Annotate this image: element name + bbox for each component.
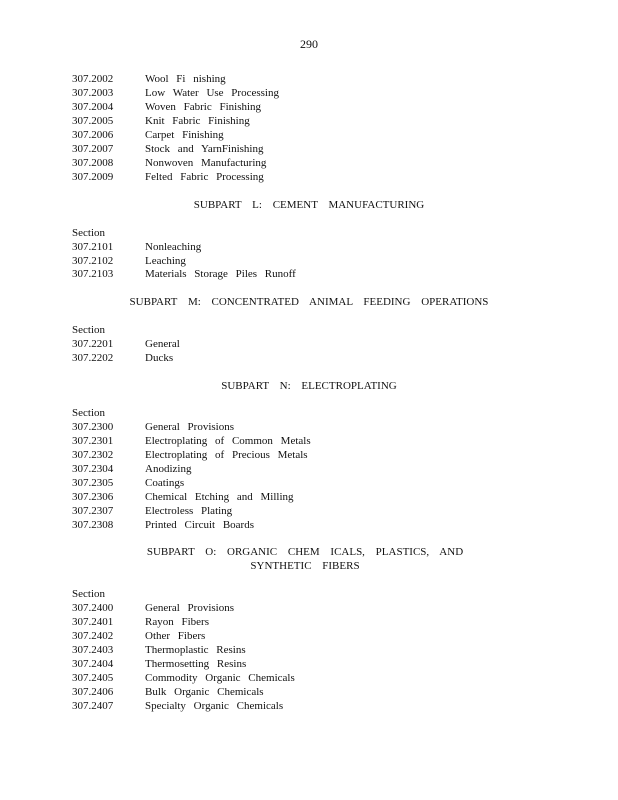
section-row — [72, 86, 279, 100]
section-title: Commodity Organic Chemicals — [145, 672, 295, 684]
section-number: 307.2405 — [72, 672, 114, 684]
section-title: Printed Circuit Boards — [145, 519, 254, 531]
section-row — [72, 504, 232, 518]
section-row — [72, 170, 264, 184]
section-row — [72, 518, 254, 532]
section-title: Materials Storage Piles Runoff — [145, 268, 296, 280]
section-row — [72, 615, 209, 629]
section-title: Electroplating of Precious Metals — [145, 449, 308, 461]
section-title: Wool Fi nishing — [145, 73, 226, 85]
section-title: Nonwoven Manufacturing — [145, 157, 267, 169]
section-title: Specialty Organic Chemicals — [145, 700, 284, 712]
section-row — [72, 643, 246, 657]
section-label: Section — [72, 227, 105, 239]
section-number: 307.2407 — [72, 700, 114, 712]
section-row — [72, 142, 264, 156]
section-number: 307.2005 — [72, 115, 114, 127]
section-title: Ducks — [145, 352, 174, 364]
section-number: 307.2008 — [72, 157, 114, 169]
section-number: 307.2201 — [72, 338, 114, 350]
section-title: Felted Fabric Processing — [145, 171, 264, 183]
section-number: 307.2202 — [72, 352, 114, 364]
section-title: Thermoplastic Resins — [145, 644, 246, 656]
section-row — [72, 490, 294, 504]
section-title: Coatings — [145, 477, 185, 489]
section-row — [72, 462, 191, 476]
section-title: Woven Fabric Finishing — [145, 101, 262, 113]
section-title: Other Fibers — [145, 630, 206, 642]
section-row — [72, 685, 264, 699]
section-row — [72, 337, 180, 351]
section-title: Bulk Organic Chemicals — [145, 686, 264, 698]
section-number: 307.2402 — [72, 630, 114, 642]
section-number: 307.2002 — [72, 73, 114, 85]
section-number: 307.2400 — [72, 602, 114, 614]
section-title: Nonleaching — [145, 241, 202, 253]
section-label: Section — [72, 324, 105, 336]
section-title: Knit Fabric Finishing — [145, 115, 250, 127]
section-number: 307.2007 — [72, 143, 114, 155]
section-title: Thermosetting Resins — [145, 658, 247, 670]
section-title: Rayon Fibers — [145, 616, 209, 628]
section-number: 307.2004 — [72, 101, 114, 113]
section-title: General Provisions — [145, 421, 235, 433]
section-number: 307.2101 — [72, 241, 114, 253]
section-number: 307.2300 — [72, 421, 114, 433]
section-title: Chemical Etching and Milling — [145, 491, 294, 503]
section-title: Anodizing — [145, 463, 192, 475]
section-row — [72, 420, 234, 434]
section-row — [72, 240, 201, 254]
section-row — [72, 671, 295, 685]
section-title: Stock and YarnFinishing — [145, 143, 264, 155]
section-label: Section — [72, 588, 105, 600]
section-number: 307.2301 — [72, 435, 114, 447]
subpart-l-heading: SUBPART L: CEMENT MANUFACTURING — [193, 199, 425, 211]
section-number: 307.2307 — [72, 505, 114, 517]
section-number: 307.2308 — [72, 519, 114, 531]
section-number: 307.2102 — [72, 255, 114, 267]
section-number: 307.2306 — [72, 491, 114, 503]
section-number: 307.2404 — [72, 658, 114, 670]
section-row — [72, 448, 308, 462]
section-row — [72, 699, 283, 713]
section-number: 307.2305 — [72, 477, 114, 489]
section-number: 307.2009 — [72, 171, 114, 183]
section-title: Carpet Finishing — [145, 129, 224, 141]
section-title: General Provisions — [145, 602, 235, 614]
section-title: Electroplating of Common Metals — [145, 435, 311, 447]
section-title: Low Water Use Processing — [145, 87, 279, 99]
section-title: General — [145, 338, 180, 350]
section-title: Leaching — [145, 255, 186, 267]
section-row — [72, 267, 296, 281]
section-number: 307.2103 — [72, 268, 114, 280]
section-row — [72, 476, 184, 490]
page-number: 290 — [300, 37, 318, 51]
section-number: 307.2003 — [72, 87, 114, 99]
section-row — [72, 100, 261, 114]
section-row — [72, 434, 311, 448]
subpart-o-heading: SUBPART O: ORGANIC CHEM ICALS, PLASTICS, AND SYNTHETIC FIBERS — [146, 546, 464, 572]
section-title: Electroless Plating — [145, 505, 233, 517]
section-row — [72, 114, 250, 128]
section-row — [72, 351, 173, 365]
section-row — [72, 657, 246, 671]
section-row — [72, 254, 186, 268]
section-row — [72, 72, 226, 86]
section-number: 307.2006 — [72, 129, 114, 141]
subpart-n-heading: SUBPART N: ELECTROPLATING — [221, 380, 397, 392]
section-number: 307.2304 — [72, 463, 114, 475]
section-label: Section — [72, 407, 105, 419]
section-number: 307.2302 — [72, 449, 114, 461]
subpart-m-heading: SUBPART M: CONCENTRATED ANIMAL FEEDING OPERATIONS — [129, 296, 489, 308]
section-row — [72, 601, 234, 615]
section-row — [72, 156, 266, 170]
section-row — [72, 629, 205, 643]
section-number: 307.2406 — [72, 686, 114, 698]
section-number: 307.2403 — [72, 644, 114, 656]
section-row — [72, 128, 224, 142]
section-number: 307.2401 — [72, 616, 114, 628]
